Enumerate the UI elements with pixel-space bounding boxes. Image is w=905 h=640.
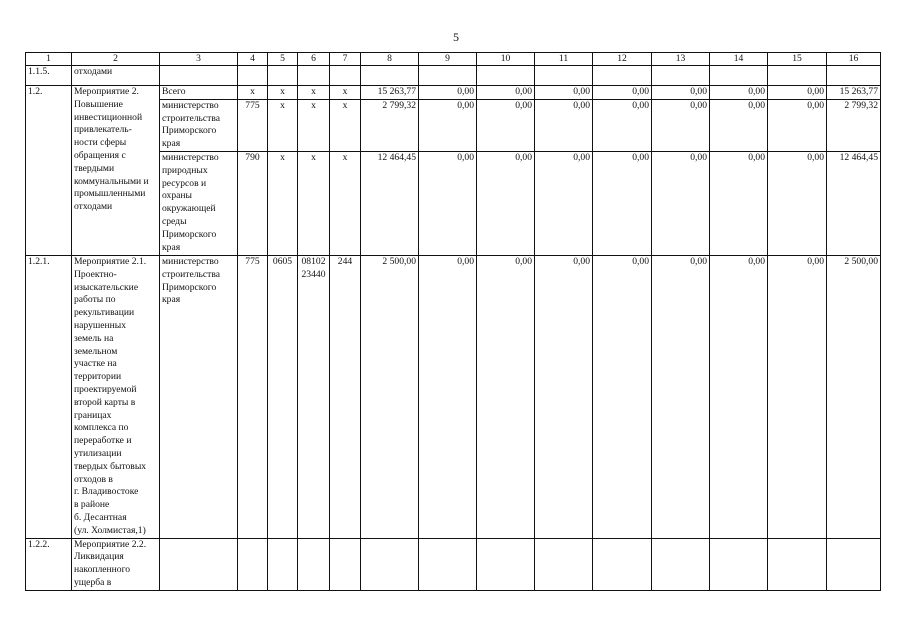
- table-row: [26, 86, 881, 100]
- executor: министерство строительства Приморского края: [160, 255, 238, 538]
- header-cell: 4: [238, 53, 268, 66]
- header-cell: 8: [361, 53, 419, 66]
- cell-c8: 2 799,32: [361, 99, 419, 151]
- cell-c12: 0,00: [593, 255, 652, 538]
- cell-c14: 0,00: [710, 255, 768, 538]
- row-number: 1.2.1.: [26, 255, 72, 538]
- cell-c6: х: [298, 86, 330, 100]
- cell-c7: х: [330, 151, 361, 255]
- cell-c6: х: [298, 99, 330, 151]
- cell-c15: 0,00: [768, 151, 827, 255]
- cell-c4: 775: [238, 99, 268, 151]
- budget-table: [25, 52, 881, 591]
- header-cell: 11: [535, 53, 593, 66]
- cell-c15: 0,00: [768, 255, 827, 538]
- cell-c5: 0605: [268, 255, 298, 538]
- table-row: [26, 66, 881, 86]
- cell-c9: 0,00: [419, 99, 477, 151]
- cell-c7: х: [330, 99, 361, 151]
- cell-c4: 790: [238, 151, 268, 255]
- cell-c4: 775: [238, 255, 268, 538]
- cell-c13: 0,00: [652, 99, 710, 151]
- cell-c11: 0,00: [535, 86, 593, 100]
- row-number: 1.2.2.: [26, 538, 72, 590]
- cell-c10: 0,00: [477, 86, 535, 100]
- executor: министерство природных ресурсов и охраны окружающей среды Приморского края: [160, 151, 238, 255]
- header-cell: 5: [268, 53, 298, 66]
- header-cell: 13: [652, 53, 710, 66]
- cell-c8: 12 464,45: [361, 151, 419, 255]
- header-row: [26, 53, 881, 66]
- cell-c4: х: [238, 86, 268, 100]
- cell-c7: х: [330, 86, 361, 100]
- cell-c5: х: [268, 86, 298, 100]
- cell-c12: 0,00: [593, 151, 652, 255]
- table-row: [26, 538, 881, 590]
- cell-c12: 0,00: [593, 86, 652, 100]
- executor: Всего: [160, 86, 238, 100]
- cell-c10: 0,00: [477, 99, 535, 151]
- header-cell: 10: [477, 53, 535, 66]
- cell-c16: 2 500,00: [827, 255, 881, 538]
- cell-c13: 0,00: [652, 151, 710, 255]
- activity-name: Мероприятие 2.2. Ликвидация накопленного ущерба в: [72, 538, 160, 590]
- row-number: 1.1.5.: [26, 66, 72, 86]
- header-cell: 1: [26, 53, 72, 66]
- header-cell: 16: [827, 53, 881, 66]
- cell-c14: 0,00: [710, 99, 768, 151]
- cell-c9: 0,00: [419, 255, 477, 538]
- cell-c13: 0,00: [652, 86, 710, 100]
- header-cell: 15: [768, 53, 827, 66]
- activity-name: отходами: [72, 66, 160, 86]
- cell-c15: 0,00: [768, 86, 827, 100]
- table-row: [26, 255, 881, 538]
- cell-c11: 0,00: [535, 255, 593, 538]
- cell-c16: 15 263,77: [827, 86, 881, 100]
- cell-c10: 0,00: [477, 151, 535, 255]
- cell-c15: 0,00: [768, 99, 827, 151]
- cell-c14: 0,00: [710, 151, 768, 255]
- cell-c7: 244: [330, 255, 361, 538]
- cell-c11: 0,00: [535, 99, 593, 151]
- activity-name: Мероприятие 2.1. Проектно- изыскательские работы по рекультивации нарушенных земель на земельном участке на территории проектируемой второй карты в границах комплекса по переработке и утилизации твердых бытовых отходов в г. Владивостоке в районе б. Десантная (ул. Холмистая,1): [72, 255, 160, 538]
- header-cell: 12: [593, 53, 652, 66]
- activity-name: Мероприятие 2. Повышение инвестиционной привлекатель- ности сферы обращения с твердыми коммунальными и промышленными отходами: [72, 86, 160, 256]
- cell-c14: 0,00: [710, 86, 768, 100]
- header-cell: 14: [710, 53, 768, 66]
- cell-c8: 15 263,77: [361, 86, 419, 100]
- cell-c11: 0,00: [535, 151, 593, 255]
- cell-c10: 0,00: [477, 255, 535, 538]
- header-cell: 7: [330, 53, 361, 66]
- cell-c9: 0,00: [419, 86, 477, 100]
- header-cell: 6: [298, 53, 330, 66]
- cell-c6: 08102 23440: [298, 255, 330, 538]
- row-number: 1.2.: [26, 86, 72, 256]
- cell-c12: 0,00: [593, 99, 652, 151]
- cell-c5: х: [268, 99, 298, 151]
- cell-c16: 12 464,45: [827, 151, 881, 255]
- cell-c9: 0,00: [419, 151, 477, 255]
- cell-c16: 2 799,32: [827, 99, 881, 151]
- cell-c5: х: [268, 151, 298, 255]
- page-number: 5: [453, 30, 459, 44]
- header-cell: 9: [419, 53, 477, 66]
- header-cell: 3: [160, 53, 238, 66]
- cell-c13: 0,00: [652, 255, 710, 538]
- cell-c8: 2 500,00: [361, 255, 419, 538]
- executor: министерство строительства Приморского края: [160, 99, 238, 151]
- header-cell: 2: [72, 53, 160, 66]
- cell-c6: х: [298, 151, 330, 255]
